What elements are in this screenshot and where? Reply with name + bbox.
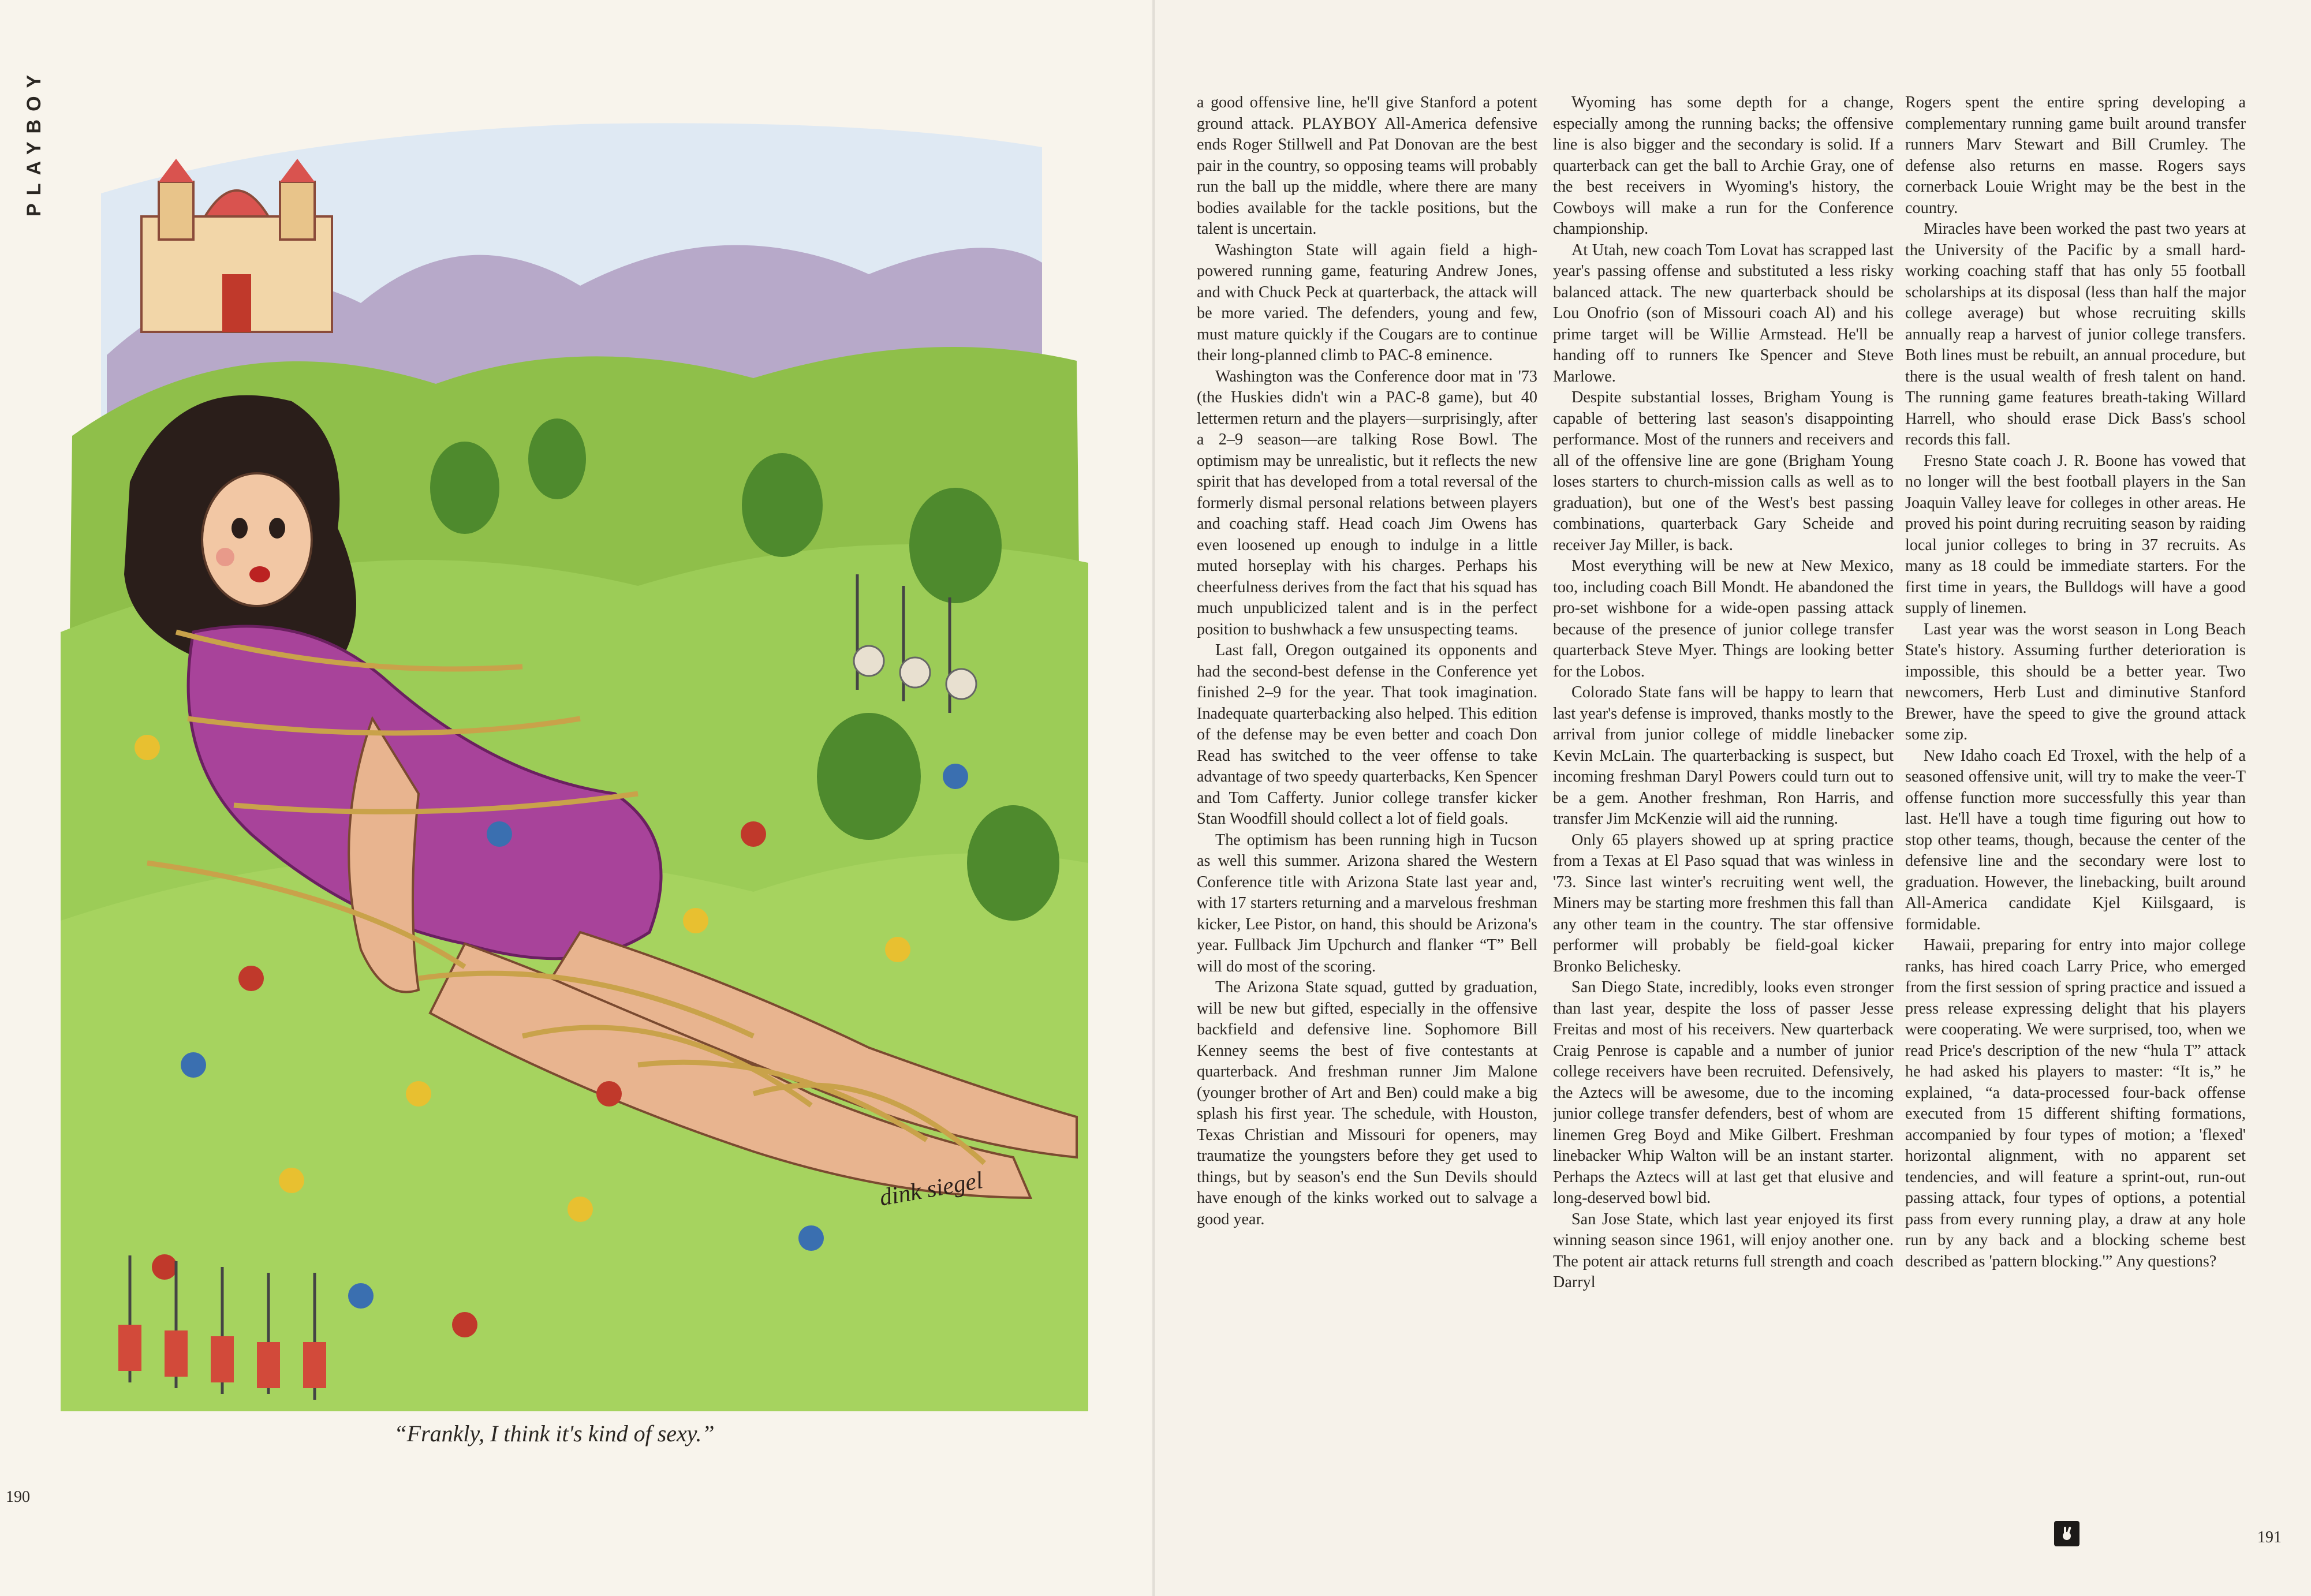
paragraph: Wyoming has some depth for a change, especially among the running backs; the offensive line is also bigger and the secondary is solid. If a quarterback can get the ball to Archie Gray, one of the best receivers in Wyoming's history, the Cowboys will make a run for the Conference championship. xyxy=(1553,94,1894,238)
paragraph: Washington State will again field a high-powered running game, featuring Andrew Jones, and with Chuck Peck at quarterback, the attack will be more varied. The defenders, young and few, must mature quickly if the Cougars are to continue their long-planned climb to PAC-8 eminence. xyxy=(1197,241,1537,364)
cartoon-artwork xyxy=(61,113,1088,1411)
page-number-right: 191 xyxy=(2257,1528,2282,1546)
paragraph: Rogers spent the entire spring developing a complementary running game built around transfer runners Marv Stewart and Bill Crumley. The defense also returns en masse. Rogers says cornerback Louie Wright may be the best in the country. xyxy=(1905,94,2246,217)
paragraph: The Arizona State squad, gutted by graduation, will be new but gifted, especially in the offensive backfield and defensive line. Sophomore Bill Kenney seems the best of five contestants at quarterback. And freshman runner Jim Malone (younger brother of Art and Ben) could make a big splash his first year. The schedule, with Houston, Texas Christian and Missouri for openers, may traumatize the youngsters before they get used to things, but by season's end the Sun Devils should have enough of the kinks worked out to salvage a good year. xyxy=(1197,978,1537,1228)
paragraph: Fresno State coach J. R. Boone has vowed that no longer will the best football players in the San Joaquin Valley leave for colleges in other areas. He proved his point during recruiting season by raiding local junior colleges to bring in 37 recruits. As many as 18 could be immediate starters. For the first time in years, the Bulldogs will have a good supply of linemen. xyxy=(1905,451,2246,617)
paragraph: Miracles have been worked the past two years at the University of the Pacific by a small hard-working coaching staff that has only 55 football scholarships at its disposal (less than half the major college average) but whose recruiting skills annually reap a harvest of junior college transfers. Both lines must be rebuilt, an annual procedure, but there is the usual wealth of fresh talent on hand. The running game features breath-taking Willard Harrell, who should erase Dick Bass's school records this fall. xyxy=(1905,220,2246,448)
paragraph: San Diego State, incredibly, looks even stronger than last year, despite the loss of passer Jesse Freitas and most of his receivers. New quarterback Craig Penrose is capable and a number of junior college receivers have been recruited. Defensively, the Aztecs will be awesome, due to the incoming junior college transfer defenders, best of whom are linemen Greg Boyd and Mike Gilbert. Freshman linebacker Whip Walton will be an instant starter. Perhaps the Aztecs will at last get that elusive and long-deserved bowl bid. xyxy=(1553,978,1894,1207)
artist-signature: dink siegel xyxy=(877,1167,985,1212)
paragraph: At Utah, new coach Tom Lovat has scrapped last year's passing offense and substituted a less risky balanced attack. The new quarterback should be Lou Onofrio (son of Missouri coach Al) and his prime target will be Willie Armstead. He'll be handing off to runners Ike Spencer and Steve Marlowe. xyxy=(1553,241,1894,386)
paragraph: New Idaho coach Ed Troxel, with the help of a seasoned offensive unit, will try to make the veer-T offense function more successfully this year than last. He'll have a tough time figuring out how to stop other teams, though, because the center of the defensive line and the secondary were lost to graduation. However, the linebacking, built around All-America candidate Kjel Kiilsgaard, is formidable. xyxy=(1905,746,2246,933)
text-column-3 xyxy=(1905,92,2246,1547)
text-column-1 xyxy=(1197,92,1537,1547)
paragraph: Most everything will be new at New Mexico, too, including coach Bill Mondt. He abandoned the pro-set wishbone for a wide-open passing attack because of the presence of junior college transfer quarterback Steve Myer. Things are looking better for the Lobos. xyxy=(1553,557,1894,681)
bunny-glyph xyxy=(2058,1525,2075,1542)
text-column-2 xyxy=(1553,92,1894,1547)
paragraph: Hawaii, preparing for entry into major college ranks, has hired coach Larry Price, who emerged from the first session of spring practice and issued a press release expressing delight that his players were cooperating. We were surprised, too, when we read Price's description of the new “hula T” attack he had asked his players to master: “It is,” he explained, “a data-processed four-back offense executed from 15 different shifting formations, accompanied by four types of motion; a 'flexed' horizontal alignment, with no apparent set tendencies, and will feature a sprint-out, run-out passing attack, four types of options, a potential pass from every running play, a draw at any hole run by any back and a blocking scheme best described as 'pattern blocking.'” Any questions? xyxy=(1905,936,2246,1270)
cartoon-caption: “Frankly, I think it's kind of sexy.” xyxy=(394,1421,715,1447)
paragraph: Despite substantial losses, Brigham Young is capable of bettering last season's disappointing performance. Most of the runners and receivers and all of the offensive line are gone (Brigham Young loses starters to church-mission calls as well as to graduation), but one of the West's best passing combinations, quarterback Gary Scheide and receiver Jay Miller, is back. xyxy=(1553,388,1894,554)
paragraph: a good offensive line, he'll give Stanford a potent ground attack. PLAYBOY All-America defensive ends Roger Stillwell and Pat Donovan are the best pair in the country, so opposing teams will probably run the ball up the middle, where there are many bodies available for the tackle positions, but the talent is uncertain. xyxy=(1197,94,1537,238)
paragraph: Last fall, Oregon outgained its opponents and had the second-best defense in the Conference yet finished 2–9 for the year. That took imagination. Inadequate quarterbacking also helped. This edition of the defense may be even better and coach Don Read has switched to the veer offense to take advantage of two speedy quarterbacks, Ken Spencer and Tom Cafferty. Junior college transfer kicker Stan Woodfill should collect a lot of field goals. xyxy=(1197,641,1537,828)
paragraph: San Jose State, which last year enjoyed its first winning season since 1961, will enjoy another one. The potent air attack returns full strength and coach Darryl xyxy=(1553,1210,1894,1291)
paragraph: Last year was the worst season in Long Beach State's history. Assuming further deterioration is impossible, this should be a better year. Two newcomers, Herb Lust and diminutive Stanford Brewer, have the speed to give the ground attack some zip. xyxy=(1905,620,2246,743)
paragraph: Only 65 players showed up at spring practice from a Texas at El Paso squad that was winless in '73. Since last winter's recruiting went well, the Miners may be starting more freshmen this fall than any other team in the country. The star offensive performer will probably be field-goal kicker Bronko Belichesky. xyxy=(1553,831,1894,975)
paragraph: Washington was the Conference door mat in '73 (the Huskies didn't win a PAC-8 game), but 40 lettermen return and the players—surprisingly, after a 2–9 season—are talking Rose Bowl. The optimism may be unrealistic, but it reflects the new spirit that has developed from a total reversal of the formerly dismal personal relations between players and coaching staff. Head coach Jim Owens has even loosened up enough to indulge in a little muted horseplay with his charges. Perhaps his cheerfulness derives from the fact that his squad has much unpublicized talent and is in the perfect position to bushwhack a few unsuspecting teams. xyxy=(1197,367,1537,638)
playboy-bunny-icon xyxy=(2054,1521,2079,1546)
paragraph: Colorado State fans will be happy to learn that last year's defense is improved, thanks mostly to the arrival from junior college of middle linebacker Kevin McLain. The quarterbacking is suspect, but incoming freshman Daryl Powers could turn out to be a gem. Another freshman, Ron Harris, and transfer Jim McKenzie will aid the running. xyxy=(1553,683,1894,828)
page-number-left: 190 xyxy=(6,1488,30,1506)
cartoon-illustration xyxy=(61,113,1088,1411)
paragraph: The optimism has been running high in Tucson as well this summer. Arizona shared the Western Conference title with Arizona State last year and, with 17 starters returning and a marvelous freshman kicker, Lee Pistor, on hand, this should be Arizona's year. Fullback Jim Upchurch and flanker “T” Bell will do most of the scoring. xyxy=(1197,831,1537,975)
left-page xyxy=(0,0,1155,1596)
masthead: PLAYBOY xyxy=(23,66,45,216)
